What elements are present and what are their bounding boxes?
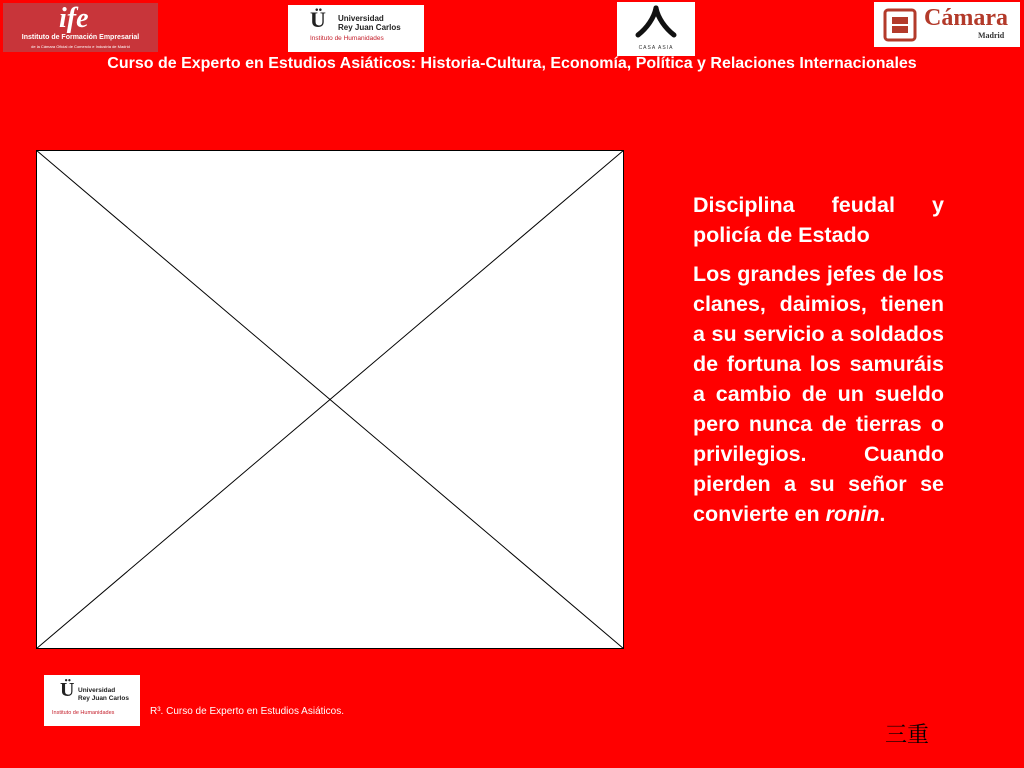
- casa-asia-caption: CASA ASIA: [638, 45, 674, 51]
- urjc-bottom-crest-icon: Ü: [60, 679, 75, 701]
- ife-logo-line1: Instituto de Formación Empresarial: [21, 34, 140, 41]
- urjc-crest-icon: Ü: [310, 7, 326, 32]
- camara-crest-icon: [877, 2, 923, 47]
- urjc-bottom-line2: Rey Juan Carlos: [78, 695, 129, 702]
- camara-city: Madrid: [978, 31, 1005, 40]
- ife-logo-mark: ife: [59, 3, 89, 34]
- paragraph-text: Los grandes jefes de los clanes, daimios, tienen a su servicio a soldados de fortuna los samuráis a cambio de un sueldo pero nunca de tierras o privilegios. Cuando pierden a su señor se convierte en: [693, 262, 944, 526]
- ife-logo: [3, 3, 158, 52]
- footer-caption: R³. Curso de Experto en Estudios Asiáticos.: [150, 706, 344, 717]
- ife-logo-line2: de la Cámara Oficial de Comercio e Industria de Madrid: [31, 44, 130, 49]
- urjc-logo-top: [288, 5, 424, 52]
- urjc-top-line1: Universidad: [338, 14, 384, 23]
- urjc-bottom-institute: Instituto de Humanidades: [52, 710, 115, 716]
- urjc-top-institute: Instituto de Humanidades: [310, 35, 384, 42]
- kanji-label: 三重: [885, 723, 930, 748]
- camara-logo: [874, 2, 1020, 47]
- placeholder-cross-icon: [36, 150, 624, 649]
- urjc-logo-bottom: [44, 675, 140, 726]
- page-title: Curso de Experto en Estudios Asiáticos: Historia-Cultura, Economía, Política y Relaciones Internacionales: [107, 55, 917, 72]
- casa-asia-logo: [617, 2, 695, 56]
- ronin-emphasis: ronin: [825, 502, 880, 526]
- urjc-bottom-line1: Universidad: [78, 687, 116, 694]
- casa-asia-mark-icon: [617, 2, 695, 46]
- content-text: [693, 190, 944, 529]
- image-placeholder: [36, 150, 624, 649]
- content-heading: Disciplina feudal y policía de Estado: [693, 193, 944, 247]
- paragraph-end: .: [879, 502, 886, 526]
- camara-name: Cámara: [924, 5, 1008, 31]
- content-paragraph: [693, 259, 944, 529]
- urjc-top-line2: Rey Juan Carlos: [338, 23, 401, 32]
